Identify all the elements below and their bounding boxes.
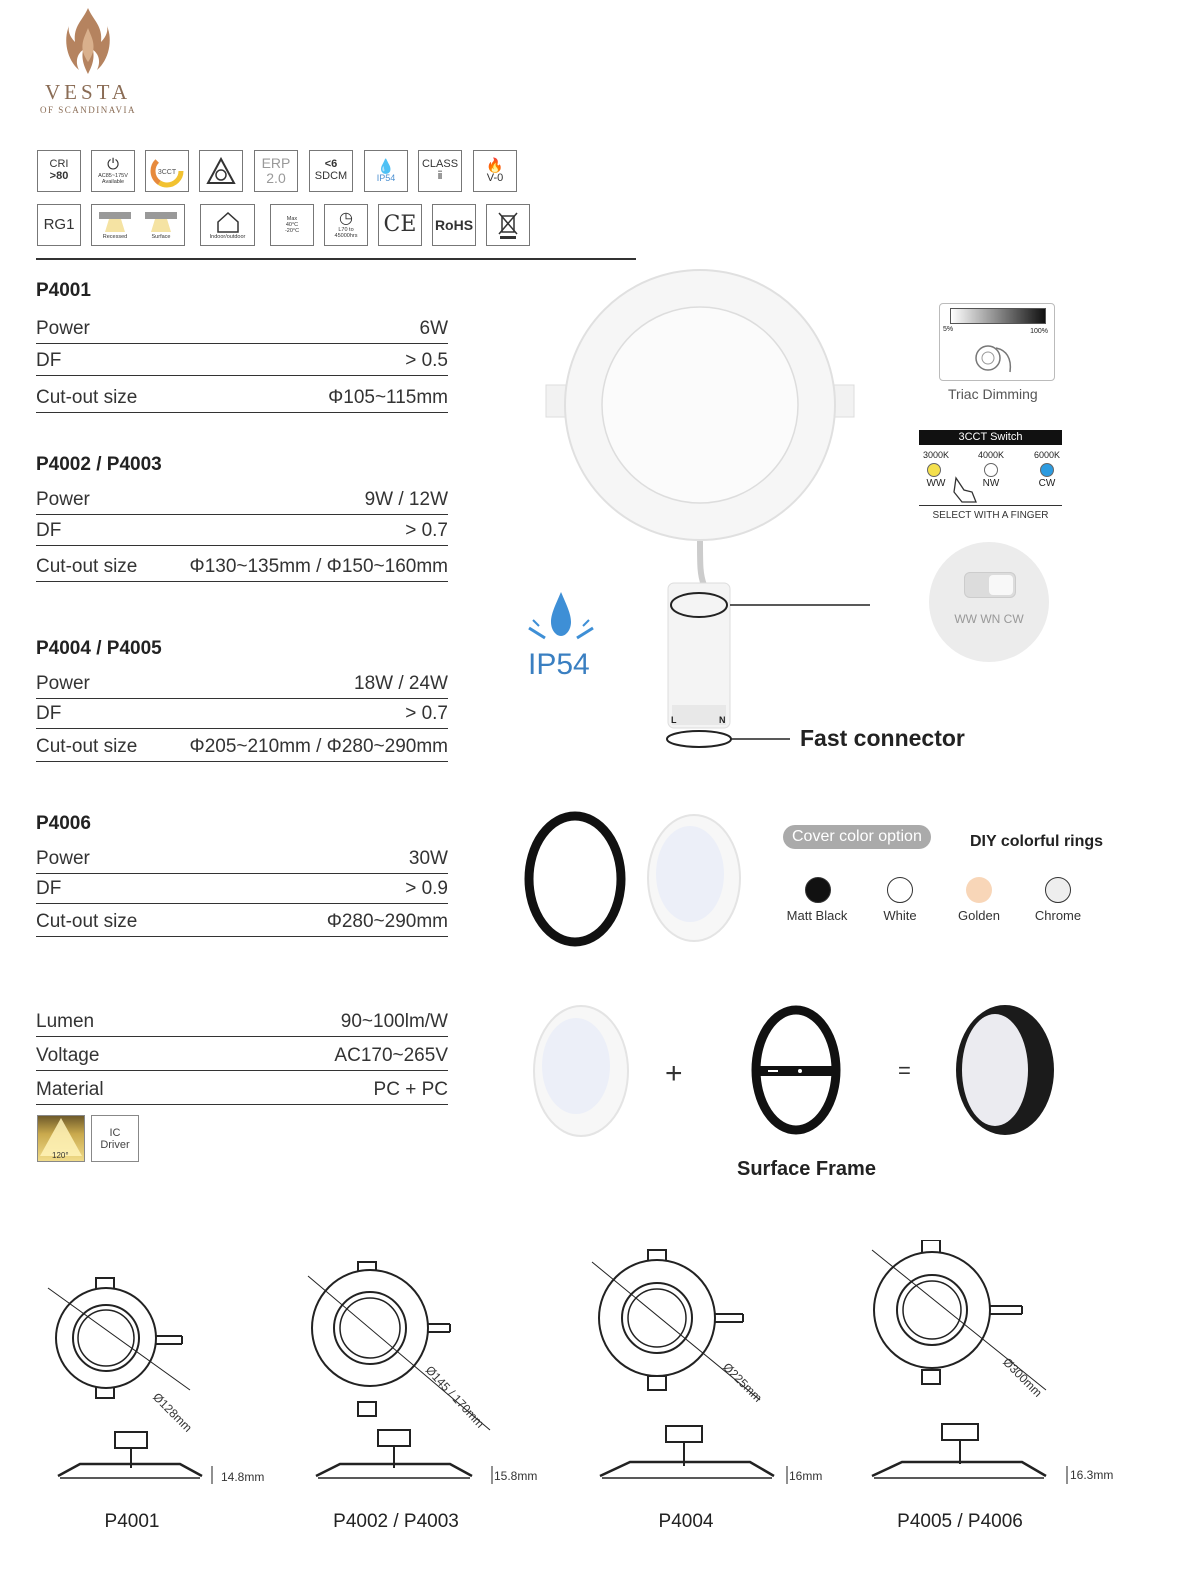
plus-sign: +: [665, 1057, 683, 1090]
spec-row: [36, 489, 448, 515]
cct-switch-title: 3CCT Switch: [919, 430, 1062, 445]
rohs-label: RoHS: [434, 216, 474, 233]
3cct-icon: [150, 154, 184, 188]
dimmer-knob-icon: [966, 338, 1026, 378]
recessed-group: [99, 210, 131, 240]
spec-row-lumen: [36, 1011, 448, 1037]
cri-value: >80: [49, 170, 69, 182]
spec-value: 6W: [419, 318, 448, 339]
technical-drawings: [40, 1240, 1140, 1500]
connector-l-label: L: [671, 715, 677, 725]
beam-angle-badge: [37, 1115, 85, 1162]
spec-row: [36, 556, 448, 582]
diy-rings-label: DIY colorful rings: [970, 833, 1104, 850]
power-badge: [91, 150, 135, 192]
drawing-label-p4001: P4001: [104, 1511, 160, 1532]
brand-logo: [38, 6, 138, 136]
3cct-badge: [145, 150, 189, 192]
cct-3000k: 3000K: [922, 450, 950, 460]
flame-logo-icon: [63, 6, 113, 78]
indoor-outdoor-label: Indoor/outdoor: [209, 233, 246, 240]
cct-ww-dot: [927, 463, 941, 477]
height-p4002-p4003: 15.8mm: [494, 1469, 538, 1483]
class-value: ⅱ: [437, 170, 443, 182]
swatch-label-white: White: [883, 908, 917, 923]
lifetime-badge: [324, 204, 368, 246]
spec-label: Power: [36, 489, 90, 510]
temp-high: 40°C: [285, 221, 299, 228]
cct-cw-dot: [1040, 463, 1054, 477]
height-p4005-p4006: 16.3mm: [1070, 1468, 1114, 1482]
spec-value: PC + PC: [373, 1079, 448, 1100]
spec-row: [36, 387, 448, 413]
drawing-label-p4002-p4003: P4002 / P4003: [333, 1511, 459, 1532]
brand-subtitle: OF SCANDINAVIA: [39, 105, 137, 115]
spec-row: [36, 703, 448, 729]
spec-label: DF: [36, 350, 62, 371]
spec-value: Φ130~135mm / Φ150~160mm: [189, 556, 448, 577]
white-panel-image: [640, 808, 750, 950]
recessed-label: Recessed: [102, 233, 128, 240]
cri-label: CRI: [49, 158, 69, 171]
black-ring-image: [522, 808, 632, 950]
triac-badge: [199, 150, 243, 192]
swatch-label-golden: Golden: [958, 908, 1000, 923]
diameter-p4004: Ø225mm: [720, 1360, 765, 1405]
spec-label: Lumen: [36, 1011, 95, 1032]
dimming-gradient-bar: [950, 308, 1046, 324]
spec-value: > 0.7: [405, 703, 448, 724]
spec-row: [36, 848, 448, 874]
surface-label: Surface: [151, 233, 171, 240]
spec-row: [36, 673, 448, 699]
swatch-label-chrome: Chrome: [1034, 908, 1082, 923]
triac-dimming-panel: [939, 303, 1055, 381]
rg1-label: RG1: [43, 216, 75, 234]
spec-row: [36, 520, 448, 546]
spec-label: DF: [36, 703, 62, 724]
ip54-badge-label: IP54: [376, 172, 396, 183]
triac-dimming-label: Triac Dimming: [948, 386, 1038, 402]
sdcm-label: SDCM: [314, 170, 348, 182]
spec-label: Voltage: [36, 1045, 100, 1066]
driver-line2: Driver: [100, 1138, 130, 1151]
temp-max: Max: [286, 215, 298, 222]
spec-value: 30W: [408, 848, 448, 869]
spec-label: DF: [36, 520, 62, 541]
erp-value: 2.0: [266, 170, 286, 186]
spec-label: DF: [36, 878, 62, 899]
cri-badge: [37, 150, 81, 192]
spec-value: 90~100lm/W: [340, 1011, 448, 1032]
height-p4001: 14.8mm: [221, 1470, 265, 1484]
cct-ww-label: WW: [926, 478, 946, 489]
spec-row: [36, 350, 448, 376]
power-range: AC85~175V: [98, 172, 128, 179]
drawing-p4002-p4003: [308, 1262, 492, 1484]
panel-front-image: [530, 1000, 635, 1142]
sdcm-badge: [309, 150, 353, 192]
header-divider: [36, 258, 636, 260]
power-icon: ⏻: [107, 156, 119, 174]
class-label: CLASS: [421, 158, 459, 171]
driver-line1: IC: [109, 1126, 121, 1139]
weee-bin-icon: [496, 210, 520, 240]
class-badge: [418, 150, 462, 192]
cct-divider: [919, 505, 1062, 506]
triac-dimming-icon: [206, 157, 236, 185]
recessed-icon: [99, 210, 131, 234]
spec-label: Power: [36, 848, 90, 869]
house-icon: [215, 210, 241, 234]
spec-row-voltage: [36, 1045, 448, 1071]
dimming-high: 100%: [1030, 328, 1048, 335]
surface-frame-label: Surface Frame: [737, 1158, 876, 1180]
sdcm-value: <6: [324, 158, 338, 171]
model-p4006: P4006: [36, 813, 91, 834]
fire-icon: 🔥: [486, 156, 504, 173]
spec-value: Φ205~210mm / Φ280~290mm: [189, 736, 448, 757]
mount-badge: [91, 204, 185, 246]
spec-value: AC170~265V: [334, 1045, 448, 1066]
temperature-badge: [270, 204, 314, 246]
swatch-white: [887, 877, 913, 903]
switch-closeup: [929, 542, 1049, 662]
slide-knob: [989, 575, 1013, 595]
surface-group: [145, 210, 177, 240]
spec-row: [36, 878, 448, 904]
model-p4002-p4003: P4002 / P4003: [36, 454, 162, 475]
spec-label: Cut-out size: [36, 556, 138, 577]
weee-badge: [486, 204, 530, 246]
cct-6000k: 6000K: [1033, 450, 1061, 460]
connector-n-label: N: [719, 715, 726, 725]
slide-switch: [964, 572, 1016, 598]
fast-connector-label: Fast connector: [800, 725, 965, 751]
spec-label: Material: [36, 1079, 104, 1100]
cct-nw-dot: [984, 463, 998, 477]
ce-badge: [378, 204, 422, 246]
erp-label: ERP: [261, 155, 291, 172]
model-p4004-p4005: P4004 / P4005: [36, 638, 162, 659]
drawing-p4004: [592, 1250, 787, 1484]
spec-value: > 0.5: [405, 350, 448, 371]
model-p4001: P4001: [36, 280, 91, 301]
3cct-text: 3CCT: [157, 169, 177, 176]
spec-row: [36, 911, 448, 937]
drawing-label-p4004: P4004: [658, 1511, 714, 1532]
clock-icon: ◷: [339, 209, 353, 227]
assembled-surface-light-image: [950, 1000, 1060, 1140]
height-p4004: 16mm: [789, 1469, 823, 1483]
spec-label: Cut-out size: [36, 387, 138, 408]
v0-label: V-0: [486, 171, 504, 184]
diameter-p4001: Ø128mm: [150, 1390, 195, 1435]
driver-badge: [91, 1115, 139, 1162]
cct-instruction: SELECT WITH A FINGER: [932, 510, 1049, 521]
spec-row: [36, 736, 448, 762]
swatch-golden: [966, 877, 992, 903]
indoor-outdoor-badge: [200, 204, 255, 246]
power-available: Available: [101, 178, 125, 185]
brand-name: VESTA: [45, 80, 131, 104]
diameter-p4002-p4003: Ø145 / 170mm: [422, 1363, 488, 1431]
beam-angle-value: 120°: [52, 1151, 69, 1160]
spec-value: 9W / 12W: [364, 489, 448, 510]
surface-icon: [145, 210, 177, 234]
cct-nw-label: NW: [982, 478, 1000, 489]
spec-row: [36, 318, 448, 344]
spec-value: Φ280~290mm: [326, 911, 448, 932]
v0-badge: [473, 150, 517, 192]
drawing-p4001: [48, 1278, 212, 1484]
rg1-badge: [37, 204, 81, 246]
spec-value: Φ105~115mm: [328, 387, 448, 408]
ip54-drop-icon: 💧: [377, 157, 395, 174]
spec-value: 18W / 24W: [354, 673, 448, 694]
drawing-label-p4005-p4006: P4005 / P4006: [897, 1511, 1023, 1532]
ce-label: CE: [383, 212, 417, 238]
spec-label: Power: [36, 673, 90, 694]
cover-color-option-pill: Cover color option: [783, 825, 931, 849]
ip54-rating: IP54: [528, 648, 590, 681]
drawing-p4005-p4006: [872, 1240, 1067, 1484]
spec-value: > 0.9: [405, 878, 448, 899]
finger-icon: [950, 474, 980, 504]
surface-frame-ring-image: [748, 1002, 848, 1140]
lifetime-value: 45000hrs: [334, 233, 358, 240]
swatch-label-matt-black: Matt Black: [786, 908, 848, 923]
diameter-p4005-p4006: Ø300mm: [1000, 1355, 1045, 1400]
ip54-badge: [364, 150, 408, 192]
temp-low: -20°C: [284, 228, 300, 235]
swatch-matt-black: [805, 877, 831, 903]
cct-4000k: 4000K: [977, 450, 1005, 460]
spec-label: Cut-out size: [36, 736, 138, 757]
spec-label: Cut-out size: [36, 911, 138, 932]
rohs-badge: [432, 204, 476, 246]
erp-badge: [254, 150, 298, 192]
water-drop-icon: [525, 590, 597, 642]
cct-cw-label: CW: [1038, 478, 1056, 489]
dimming-low: 5%: [943, 326, 954, 333]
spec-row-material: [36, 1079, 448, 1105]
lifetime-label: L70 to: [338, 227, 354, 234]
spec-label: Power: [36, 318, 90, 339]
spec-value: > 0.7: [405, 520, 448, 541]
swatch-chrome: [1045, 877, 1071, 903]
switch-positions-label: WW WN CW: [954, 612, 1024, 626]
equals-sign: =: [898, 1058, 911, 1083]
